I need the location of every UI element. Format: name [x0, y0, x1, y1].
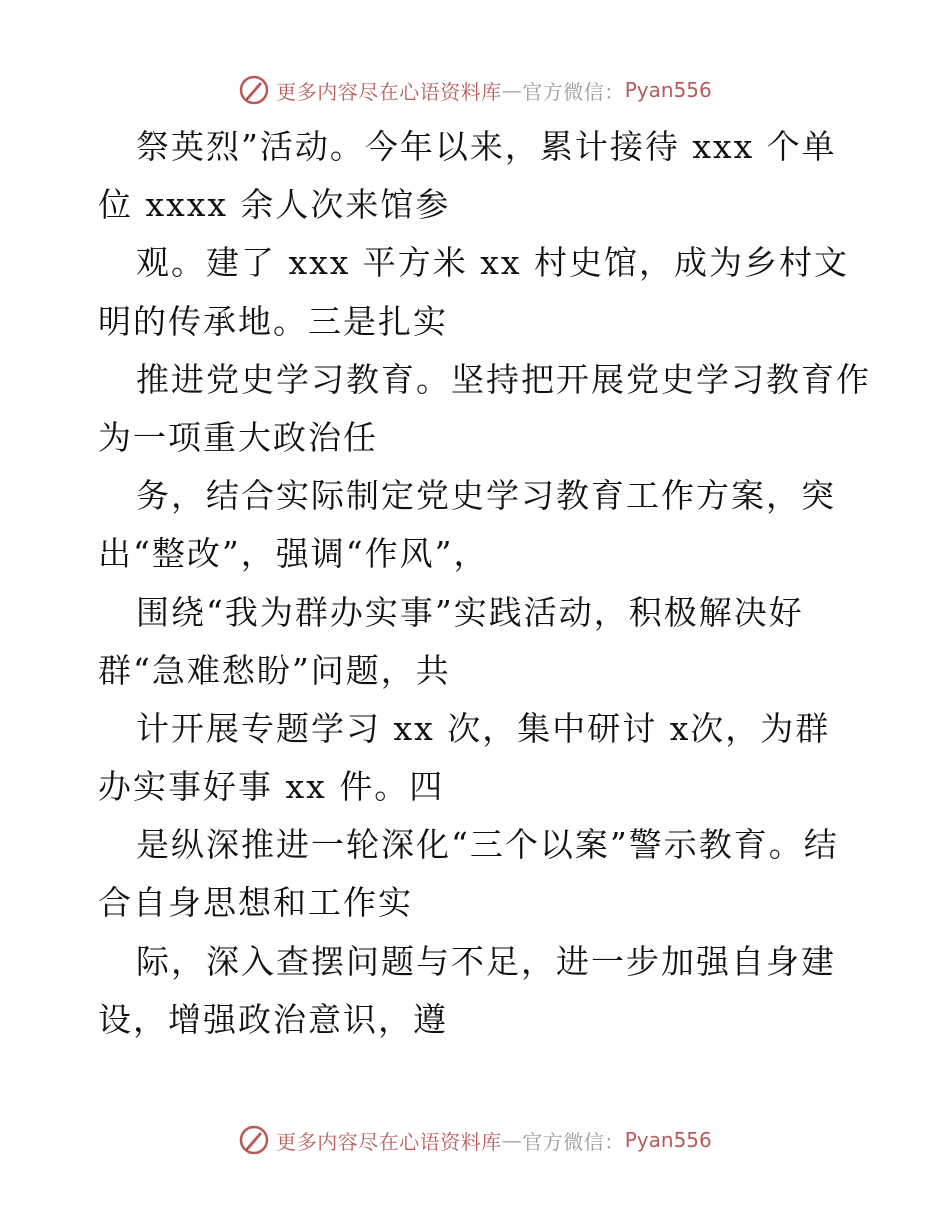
text-line: 位 xxxx 余人次来馆参: [98, 185, 451, 225]
text-line: 出“整改”，强调“作风”，: [98, 534, 489, 574]
text-line: 为一项重大政治任: [98, 417, 378, 457]
text-line: 计开展专题学习 xx 次，集中研讨 x次，为群: [136, 708, 831, 748]
text-line: 际，深入查摆问题与不足，进一步加强自身建: [136, 941, 836, 981]
text-line: 合自身思想和工作实: [98, 883, 413, 923]
text-line: 办实事好事 xx 件。四: [98, 767, 445, 807]
text-line: 围绕“我为群办实事”实践活动，积极解决好: [136, 592, 804, 632]
watermark-id: Pyan556: [624, 78, 712, 102]
text-line: 是纵深推进一轮深化“三个以案”警示教育。结: [136, 825, 839, 865]
watermark-label: 官方微信：: [522, 79, 625, 104]
text-line: 群“急难愁盼”问题，共: [98, 650, 451, 690]
watermark-id: Pyan556: [624, 1128, 712, 1152]
text-line: 祭英烈”活动。今年以来，累计接待 xxx 个单: [136, 127, 837, 166]
text-line: 推进党史学习教育。坚持把开展党史学习教育作: [136, 359, 871, 399]
text-line: 务，结合实际制定党史学习教育工作方案，突: [136, 476, 836, 516]
text-line: 观。建了 xxx 平方米 xx 村史馆，成为乡村文: [136, 243, 850, 283]
text-line: 设，增强政治意识，遵: [98, 999, 448, 1039]
footer-watermark: [0, 1120, 950, 1160]
document-body: [98, 118, 871, 1049]
watermark-separator: —: [501, 78, 523, 102]
watermark-text: 更多内容尽在心语资料库: [276, 1129, 502, 1154]
header-watermark: [0, 70, 950, 110]
text-line: 明的传承地。三是扎实: [98, 301, 448, 341]
watermark-separator: —: [501, 1128, 523, 1152]
quill-logo-icon: [238, 74, 270, 106]
watermark-label: 官方微信：: [522, 1129, 625, 1154]
watermark-text: 更多内容尽在心语资料库: [276, 79, 502, 104]
quill-logo-icon: [238, 1124, 270, 1156]
